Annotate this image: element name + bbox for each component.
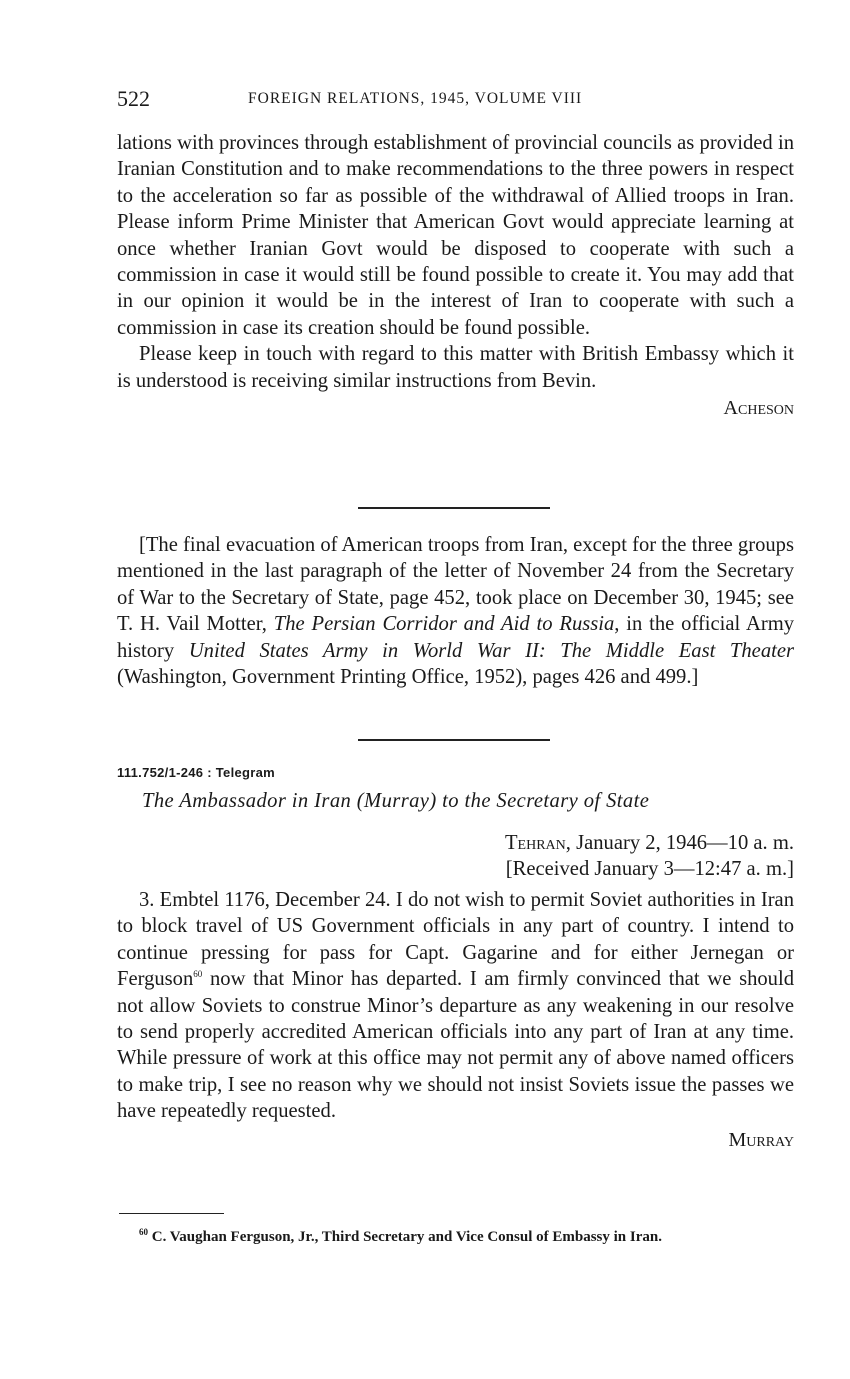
editorial-note-text-1: [The final evacuation of American troops from Iran, except for the three groups mentioned in the last paragraph of the letter of November 24 from the Secretary of War to the Secretary of State, page 452, took place on December 30, 1945; see T. H. Vail Motter, — [117, 534, 794, 636]
body-paragraph-1: lations with provinces through establishment of provincial councils as provided in Iranian Constitution and to make recommendations to the three powers in respect to the acceleration so far as possible of the withdrawal of Allied troops in Iran. Please inform Prime Minister that American Govt would appreciate learning at once whether Iranian Govt would be disposed to cooperate with such a commission in case it would still be found possible to create it. You may add that in our opinion it would be in the interest of Iran to cooperate with such a commission in case its creation should be found possible. — [117, 132, 794, 339]
footnote-number: 60 — [139, 1227, 148, 1237]
dateline — [505, 832, 794, 855]
dateline-date: , January 2, 1946—10 a. m. — [565, 832, 794, 854]
section-divider — [358, 507, 550, 509]
telegram-paragraph — [117, 887, 794, 1125]
running-title: FOREIGN RELATIONS, 1945, VOLUME VIII — [248, 90, 583, 107]
editorial-note-paragraph — [117, 532, 794, 690]
dateline-place: Tehran — [504, 832, 566, 854]
body-paragraph-2: Please keep in touch with regard to this matter with British Embassy which it is understood is receiving similar instructions from Bevin. — [117, 343, 794, 392]
telegram-text-1: 3. Embtel 1176, December 24. I do not wish to permit Soviet authorities in Iran to block travel of US Government officials in any part of country. I intend to continue pressing for pass for Capt. Gagarine and for either Jernegan or Ferguson — [117, 889, 794, 991]
footnote-ref: 60 — [193, 969, 203, 980]
telegram-body — [117, 887, 794, 1153]
editorial-note-text-2: , in the official Army history — [117, 613, 795, 662]
signature-murray: Murray — [728, 1128, 794, 1151]
file-number: 111.752/1-246 : Telegram — [117, 765, 276, 780]
section-divider — [358, 739, 550, 741]
footnote-divider — [119, 1213, 224, 1214]
footnote-text: C. Vaughan Ferguson, Jr., Third Secretary and Vice Consul of Embassy in Iran. — [148, 1229, 662, 1245]
book-title-2: United States Army in World War II: The Middle East Theater — [188, 639, 794, 662]
running-header — [117, 86, 794, 114]
editorial-note-text-3: (Washington, Government Printing Office, 1952), pages 426 and 499.] — [117, 666, 699, 689]
received-line: [Received January 3—12:47 a. m.] — [505, 858, 794, 880]
footnote — [117, 1227, 794, 1247]
telegram-text-2: now that Minor has departed. I am firmly convinced that we should not allow Soviets to construe Minor’s departure as any weakening in our resolve to send properly accredited American officials into any part of Iran at any time. While pressure of work at this office may not permit any of above named officers to make trip, I see no reason why we should not insist Soviets issue the passes we have repeatedly requested. — [117, 968, 794, 1123]
book-title-1: The Persian Corridor and Aid to Russia — [273, 613, 615, 636]
telegram-continuation — [117, 130, 794, 421]
signature-acheson: Acheson — [723, 397, 794, 420]
document-title: The Ambassador in Iran (Murray) to the Secretary of State — [142, 790, 650, 812]
editorial-note — [117, 532, 794, 690]
page-number: 522 — [117, 86, 150, 111]
